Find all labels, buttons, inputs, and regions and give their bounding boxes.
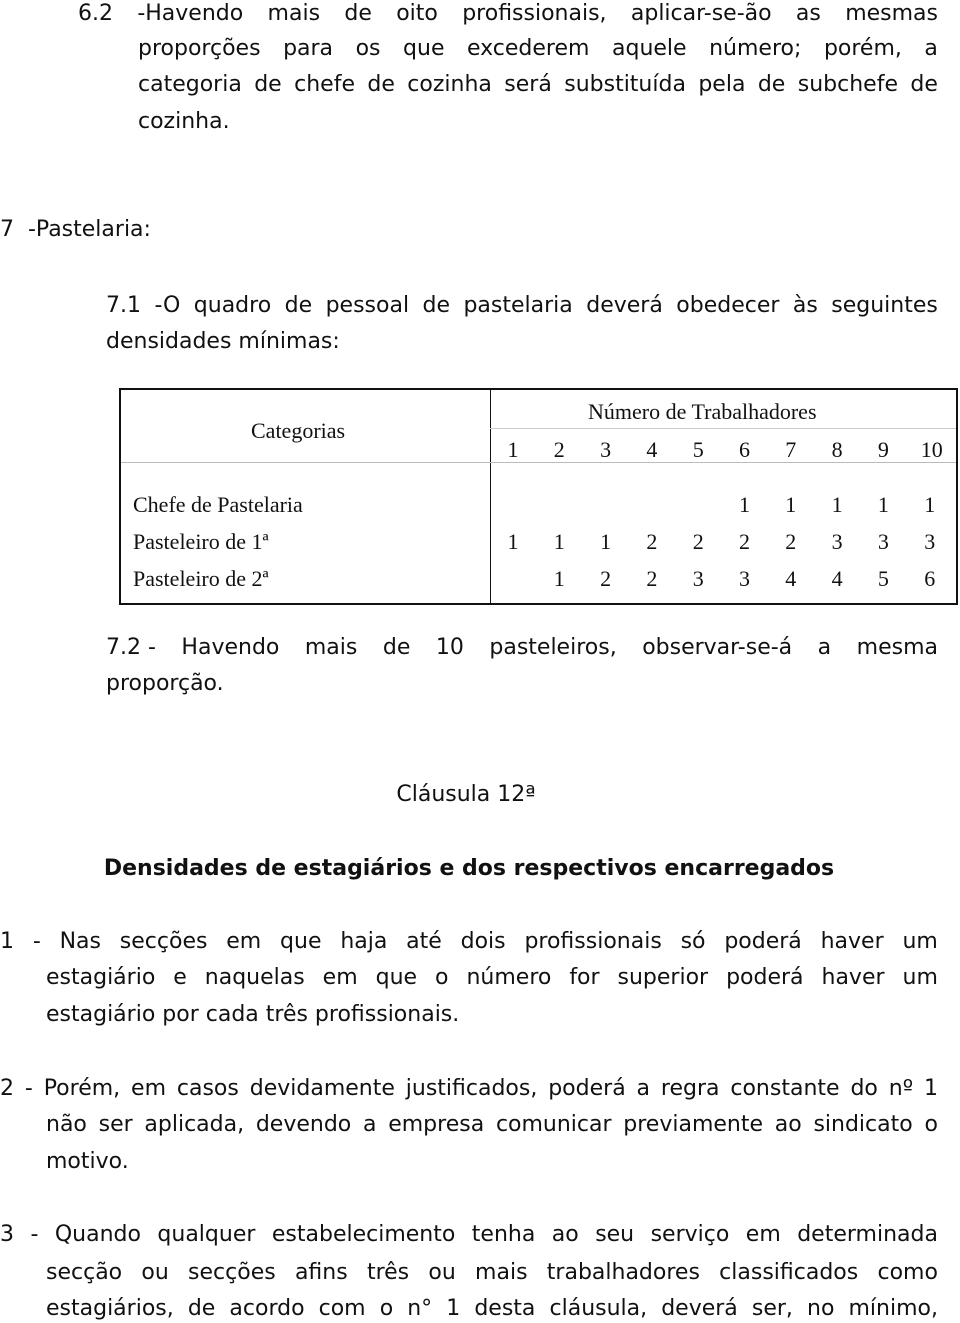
word: será xyxy=(504,72,552,97)
table-cell: 3 xyxy=(831,529,843,554)
categories-header: Categorias xyxy=(251,418,346,443)
word: ao xyxy=(551,1222,579,1247)
word: nº xyxy=(888,1076,914,1101)
word: 2 xyxy=(0,1076,14,1101)
table-cell: 3 xyxy=(877,529,889,554)
word: - xyxy=(30,1222,39,1247)
word: que xyxy=(280,929,322,954)
column-header-4: 4 xyxy=(646,437,658,462)
word: casos xyxy=(176,1076,239,1101)
para-7-2-line-1 xyxy=(106,634,938,662)
clause-title: Cláusula 12ª xyxy=(396,782,536,807)
table-divider xyxy=(490,390,491,603)
item-2-line-3: motivo. xyxy=(46,1149,129,1174)
table-cell: 2 xyxy=(646,566,658,591)
word: devidamente xyxy=(249,1076,395,1101)
word: secção xyxy=(46,1260,123,1285)
word: haver xyxy=(821,965,885,990)
para-6-2-line-3 xyxy=(138,71,938,99)
word: regra xyxy=(660,1076,720,1101)
word: chefe xyxy=(294,72,355,97)
word: até xyxy=(406,929,442,954)
word: haver xyxy=(820,929,884,954)
word: mesmas xyxy=(845,1,938,26)
column-header-2: 2 xyxy=(553,437,565,462)
table-cell: 3 xyxy=(924,529,936,554)
word: seu xyxy=(595,1222,635,1247)
word: de xyxy=(757,72,786,97)
table-subheader-rule xyxy=(490,428,956,429)
word: ou xyxy=(141,1260,169,1285)
word: em xyxy=(745,1222,781,1247)
word: secções xyxy=(188,1260,276,1285)
word: do xyxy=(850,1076,878,1101)
table-cell: 1 xyxy=(924,492,936,517)
clause-subtitle: Densidades de estagiários e dos respectivos encarregados xyxy=(103,856,835,881)
word: ou xyxy=(428,1260,456,1285)
word: - xyxy=(32,929,41,954)
column-header-3: 3 xyxy=(600,437,612,462)
para-7-1-line-2: densidades mínimas: xyxy=(106,329,340,354)
column-header-9: 9 xyxy=(877,437,889,462)
item-3-line-2 xyxy=(46,1259,938,1287)
word: mais xyxy=(304,635,358,660)
word: poderá xyxy=(548,1076,626,1101)
word: pasteleiros, xyxy=(489,635,617,660)
table-cell: 2 xyxy=(646,529,658,554)
workers-header: Número de Trabalhadores xyxy=(588,399,817,424)
word: profissionais, xyxy=(462,1,607,26)
word: observar-se-á xyxy=(642,635,793,660)
table-cell: 4 xyxy=(831,566,843,591)
item-3-line-3 xyxy=(46,1295,938,1323)
word: estagiário xyxy=(46,965,156,990)
word: só xyxy=(680,929,706,954)
word: ao xyxy=(774,1112,802,1137)
word: sindicato xyxy=(813,1112,913,1137)
item-2-line-2 xyxy=(46,1111,938,1139)
word: de xyxy=(344,1,372,26)
word: obedecer xyxy=(676,293,780,318)
word: naquelas xyxy=(204,965,305,990)
word: de xyxy=(910,72,938,97)
word: os xyxy=(355,36,381,61)
word: e xyxy=(173,965,187,990)
word: aplicar-se-ão xyxy=(630,1,772,26)
word: tenha xyxy=(471,1222,536,1247)
word: constante xyxy=(730,1076,840,1101)
para-7-2-line-2: proporção. xyxy=(106,671,224,696)
word: de xyxy=(367,72,395,97)
word: número xyxy=(466,965,552,990)
table-cell: 2 xyxy=(739,529,750,554)
table-cell: 1 xyxy=(553,566,565,591)
word: for xyxy=(569,965,600,990)
table-cell: 6 xyxy=(924,566,936,591)
table-cell: 3 xyxy=(739,566,750,591)
word: não xyxy=(46,1112,87,1137)
word: 1 xyxy=(0,929,14,954)
item-1-line-3: estagiário por cada três profissionais. xyxy=(46,1002,460,1027)
table-cell: 1 xyxy=(785,492,797,517)
word: que xyxy=(403,36,445,61)
word: determinada xyxy=(797,1222,938,1247)
word: estagiários, xyxy=(46,1296,174,1321)
word: três xyxy=(366,1260,410,1285)
word: um xyxy=(902,929,938,954)
word: cláusula, xyxy=(549,1296,648,1321)
word: no xyxy=(807,1296,835,1321)
word: mais xyxy=(475,1260,528,1285)
word: pela xyxy=(698,72,746,97)
word: secções xyxy=(119,929,208,954)
word: mais xyxy=(267,1,321,26)
word: 10 xyxy=(435,635,464,660)
word: a xyxy=(817,635,832,660)
word: serviço xyxy=(650,1222,730,1247)
item-1-line-2 xyxy=(46,964,938,992)
word: a xyxy=(636,1076,651,1101)
word: em xyxy=(131,1076,167,1101)
para-6-2-line-1 xyxy=(78,0,938,28)
word: qualquer xyxy=(157,1222,256,1247)
column-header-6: 6 xyxy=(739,437,750,462)
table-cell: 1 xyxy=(507,529,519,554)
word: Porém, xyxy=(43,1076,121,1101)
word: deverá xyxy=(586,293,663,318)
table-cell: 1 xyxy=(877,492,889,517)
word: empresa xyxy=(388,1112,485,1137)
column-header-8: 8 xyxy=(831,437,843,462)
word: como xyxy=(877,1260,938,1285)
word: trabalhadores xyxy=(546,1260,700,1285)
word: para xyxy=(283,36,334,61)
word: poderá xyxy=(724,929,802,954)
word: número; xyxy=(709,36,802,61)
word: 1 xyxy=(446,1296,461,1321)
word: 7.1 xyxy=(106,293,141,318)
word: de xyxy=(254,72,282,97)
word: ser, xyxy=(751,1296,793,1321)
word: aquele xyxy=(612,36,687,61)
word: as xyxy=(795,1,821,26)
word: justificados, xyxy=(405,1076,538,1101)
word: excederem xyxy=(467,36,590,61)
word: a xyxy=(363,1112,377,1137)
word: subchefe xyxy=(797,72,898,97)
table-cell: 1 xyxy=(831,492,843,517)
word: Quando xyxy=(54,1222,141,1247)
word: de xyxy=(422,293,451,318)
word: n° xyxy=(407,1296,433,1321)
word: de xyxy=(284,293,313,318)
section-7-heading: 7 -Pastelaria: xyxy=(0,217,151,242)
word: devendo xyxy=(255,1112,352,1137)
word: às xyxy=(792,293,818,318)
word: pastelaria xyxy=(463,293,573,318)
word: haja xyxy=(340,929,388,954)
word: aplicada, xyxy=(144,1112,245,1137)
row-label: Pasteleiro de 2ª xyxy=(133,566,269,591)
word: oito xyxy=(396,1,438,26)
word: 6.2 xyxy=(78,1,113,26)
word: deverá xyxy=(661,1296,738,1321)
table-cell: 2 xyxy=(785,529,797,554)
para-6-2-line-2 xyxy=(138,35,938,63)
word: classificados xyxy=(719,1260,859,1285)
row-label: Chefe de Pastelaria xyxy=(133,492,303,517)
item-3-line-1 xyxy=(0,1221,938,1249)
word: o xyxy=(435,965,449,990)
word: acordo xyxy=(229,1296,305,1321)
word: comunicar xyxy=(495,1112,612,1137)
word: afins xyxy=(294,1260,348,1285)
word: Havendo xyxy=(181,635,280,660)
word: seguintes xyxy=(831,293,938,318)
table-cell: 1 xyxy=(739,492,750,517)
word: mínimo, xyxy=(848,1296,938,1321)
para-7-1-line-1 xyxy=(106,292,938,320)
column-header-7: 7 xyxy=(785,437,797,462)
staff-density-table xyxy=(119,388,958,605)
column-header-5: 5 xyxy=(692,437,704,462)
word: o xyxy=(379,1296,394,1321)
word: a xyxy=(924,36,938,61)
word: de xyxy=(187,1296,216,1321)
word: substituída xyxy=(564,72,686,97)
word: proporções xyxy=(138,36,261,61)
word: -Havendo xyxy=(137,1,244,26)
word: em xyxy=(322,965,358,990)
word: pessoal xyxy=(325,293,410,318)
column-header-10: 10 xyxy=(920,437,943,462)
word: que xyxy=(375,965,418,990)
table-cell: 3 xyxy=(692,566,704,591)
word: profissionais xyxy=(524,929,662,954)
table-cell: 1 xyxy=(600,529,612,554)
word: o xyxy=(924,1112,938,1137)
word: quadro xyxy=(193,293,272,318)
word: estabelecimento xyxy=(271,1222,456,1247)
word: superior xyxy=(617,965,709,990)
table-cell: 1 xyxy=(553,529,565,554)
table-cell: 2 xyxy=(600,566,612,591)
word: previamente xyxy=(623,1112,764,1137)
word: mesma xyxy=(856,635,938,660)
word: com xyxy=(318,1296,366,1321)
column-header-1: 1 xyxy=(507,437,519,462)
word: ser xyxy=(98,1112,133,1137)
word: Nas xyxy=(59,929,101,954)
table-cell: 5 xyxy=(877,566,889,591)
word: categoria xyxy=(138,72,242,97)
word: poderá xyxy=(726,965,804,990)
word: cozinha xyxy=(407,72,492,97)
row-label: Pasteleiro de 1ª xyxy=(133,529,269,554)
item-2-line-1 xyxy=(0,1075,938,1103)
word: dois xyxy=(460,929,506,954)
word: porém, xyxy=(823,36,902,61)
word: em xyxy=(226,929,262,954)
word: um xyxy=(902,965,938,990)
table-cell: 2 xyxy=(692,529,704,554)
para-6-2-line-4: cozinha. xyxy=(138,109,230,134)
word: 1 xyxy=(923,1076,938,1101)
item-1-line-1 xyxy=(0,928,938,956)
word: 7.2 - xyxy=(106,635,156,660)
word: desta xyxy=(474,1296,536,1321)
word: - xyxy=(24,1076,33,1101)
word: -O xyxy=(154,293,181,318)
word: 3 xyxy=(0,1222,14,1247)
word: de xyxy=(382,635,411,660)
table-cell: 4 xyxy=(785,566,797,591)
